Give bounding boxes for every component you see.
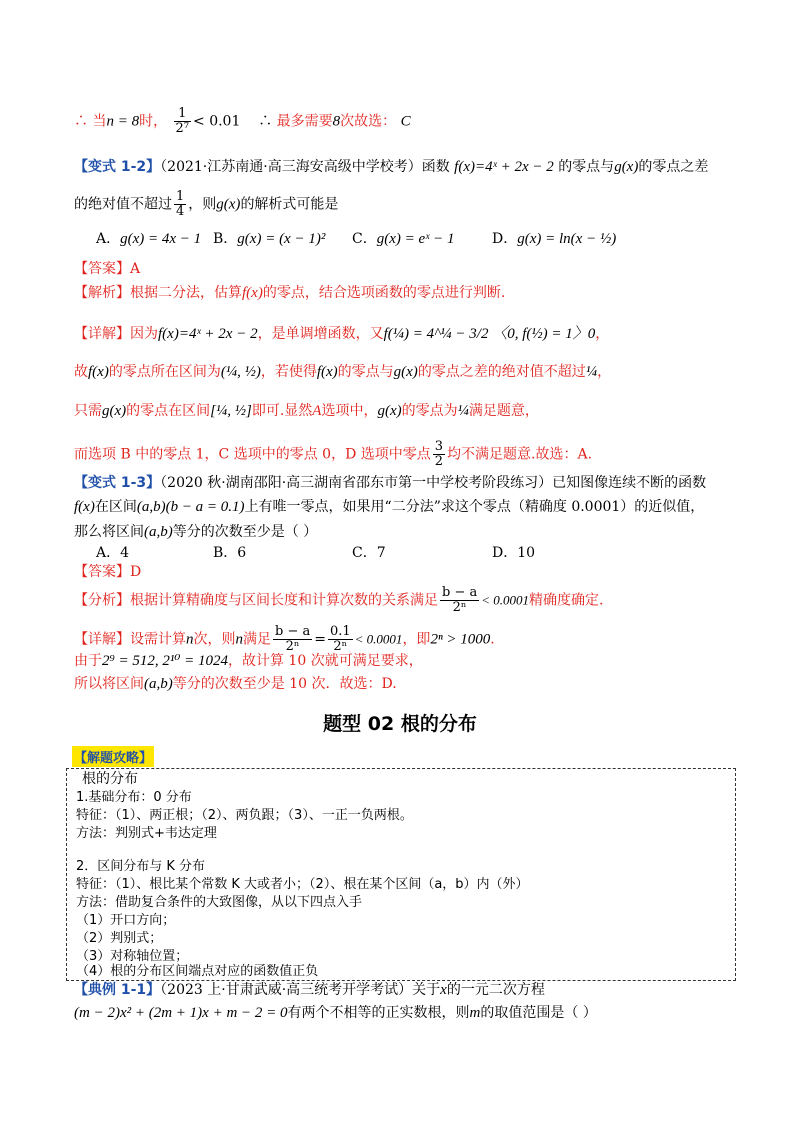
- frac-den: 4: [176, 204, 185, 219]
- option-a: A: [312, 403, 322, 419]
- gx: g(x): [102, 403, 127, 419]
- result: 2ⁿ > 1000: [430, 631, 491, 648]
- fx: f(x): [88, 364, 109, 380]
- count: 8: [332, 113, 341, 130]
- text: 的零点之差: [638, 159, 709, 175]
- frac-num: b − a: [275, 624, 311, 639]
- text: 时，: [139, 113, 168, 130]
- gx: g(x): [216, 196, 241, 213]
- gx: g(x): [377, 403, 402, 419]
- frac-num: 0.1: [329, 624, 351, 639]
- top-conclusion-line: [74, 107, 411, 136]
- section-title: 题型 02 根的分布: [323, 713, 477, 735]
- v12-option-d[interactable]: [492, 229, 616, 249]
- strategy-tag: 【解题攻略】: [72, 746, 154, 767]
- text: 上有唯一零点，如果用“二分法”求这个零点（精确度 0.0001）的近似值，: [244, 499, 705, 515]
- option-label: B．: [213, 231, 238, 247]
- var-m: m: [469, 1005, 481, 1021]
- box-line: 特征：（1）、两正根；（2）、两负跟；（3）、一正一负两根。: [76, 808, 413, 823]
- ex11-line2: [74, 1003, 597, 1023]
- box-line: （1）开口方向；: [76, 913, 176, 928]
- v13-option-d[interactable]: [492, 543, 535, 563]
- option-value: 10: [517, 545, 536, 561]
- option-value: 7: [376, 545, 386, 561]
- frac-num: 3: [434, 439, 444, 454]
- interval: (a,b): [144, 676, 173, 692]
- equals: =: [314, 631, 326, 648]
- text: 即可.显然: [251, 403, 313, 419]
- interval: [¼, ½]: [210, 403, 252, 419]
- v12-analysis: [74, 283, 505, 303]
- text: 选项中，: [321, 403, 378, 419]
- text: 的取值范围是（ ）: [480, 1005, 597, 1021]
- v12-line2: [74, 190, 338, 219]
- v13-analysis: [74, 586, 603, 615]
- text: 在区间: [94, 499, 137, 515]
- box-line: （2）判别式；: [76, 931, 163, 946]
- text: 有两个不相等的正实数根，则: [287, 1005, 470, 1021]
- text: .: [490, 631, 495, 648]
- option-label: C．: [352, 231, 377, 247]
- text: 次，则: [193, 631, 236, 648]
- text: 由于: [74, 653, 102, 669]
- text: 的零点与: [337, 364, 394, 380]
- text: 因为: [130, 326, 158, 342]
- variant-tag: 【变式 1-3】: [74, 475, 161, 491]
- answer-label: 【答案】: [74, 261, 130, 277]
- v12-detail-1: [74, 324, 609, 344]
- var-n: n: [235, 631, 243, 648]
- text: （2020 秋·湖南邵阳·高三湖南省邵东市第一中学校考阶段练习）已知图像连续不断的函数: [160, 475, 707, 491]
- text: ，: [597, 364, 612, 380]
- option-expr: g(x) = ln(x − ½): [517, 231, 617, 247]
- quarter: ¼: [457, 403, 469, 419]
- text: 的解析式可能是: [240, 196, 339, 213]
- quarter: ¼: [585, 364, 598, 380]
- v13-option-a[interactable]: [96, 543, 129, 563]
- frac-den: 2⁷: [175, 121, 190, 136]
- therefore-when: ∴ 当: [74, 113, 107, 130]
- inequality: < 0.0001: [481, 592, 530, 608]
- fx: f(x): [74, 499, 95, 515]
- box-line: 方法：判别式+韦达定理: [76, 826, 217, 841]
- interval: (a,b)(b − a = 0.1): [136, 499, 245, 515]
- text: 的零点为: [401, 403, 458, 419]
- frac-num: 1: [176, 189, 185, 204]
- option-label: A．: [96, 231, 121, 247]
- text: 的零点在区间: [126, 403, 211, 419]
- text: 根据二分法，估算: [130, 285, 242, 301]
- v13-detail-1: [74, 625, 495, 654]
- frac-num: 1: [174, 107, 191, 122]
- v12-detail-4: [74, 440, 592, 469]
- therefore-symbol: ∴: [258, 113, 273, 130]
- variant-tag: 【变式 1-2】: [74, 159, 161, 175]
- text: 的一元二次方程: [446, 982, 545, 998]
- interval: (a,b): [144, 524, 173, 540]
- box-line: 1.基础分布：0 分布: [76, 790, 192, 805]
- answer-value: D: [130, 564, 142, 580]
- text: 满足: [243, 631, 271, 648]
- v13-line1: [74, 473, 706, 493]
- v12-line1: [74, 157, 708, 177]
- text: 满足题意，: [468, 403, 539, 419]
- box-line: 方法：借助复合条件的大致图像，从以下四点入手: [76, 895, 363, 910]
- frac-den: 2ⁿ: [285, 639, 300, 654]
- detail-label: 【详解】: [74, 326, 130, 342]
- text: 故: [74, 364, 88, 380]
- interval: (¼, ½): [220, 364, 261, 380]
- text: ，若使得: [260, 364, 317, 380]
- v13-line2: [74, 497, 704, 517]
- text: 的零点，结合选项函数的零点进行判断.: [262, 285, 506, 301]
- text: 次故选：: [340, 113, 397, 130]
- frac-den: 2ⁿ: [333, 639, 348, 654]
- box-line: 2．区间分布与 K 分布: [76, 859, 206, 874]
- frac-den: 2: [434, 454, 444, 469]
- answer-value: A: [130, 261, 141, 277]
- text: 根据计算精确度与区间长度和计算次数的关系满足: [130, 592, 438, 609]
- text: 只需: [74, 403, 102, 419]
- box-heading: 根的分布: [82, 771, 138, 787]
- example-tag: 【典例 1-1】: [74, 982, 161, 998]
- text: 等分的次数至少是 10 次．故选：D.: [172, 676, 397, 692]
- text: 的绝对值不超过: [74, 196, 172, 213]
- var-x: x: [440, 982, 447, 998]
- v12-option-b[interactable]: [213, 229, 325, 249]
- v13-line3: [74, 522, 317, 542]
- option-expr: g(x) = 4x − 1: [120, 231, 202, 247]
- text: （2023 上·甘肃武威·高三统考开学考试）关于: [160, 982, 441, 998]
- box-line: 特征：（1）、根比某个常数 K 大或者小；（2）、根在某个区间（a，b）内（外）: [76, 877, 529, 892]
- fx: f(x): [242, 285, 263, 301]
- option-expr: g(x) = eˣ − 1: [376, 231, 455, 247]
- var-n: n: [186, 631, 194, 648]
- text: 的零点之差的绝对值不超过: [417, 364, 586, 380]
- option-value: 4: [120, 545, 130, 561]
- v12-detail-3: [74, 401, 539, 421]
- answer-label: 【答案】: [74, 564, 130, 580]
- text: 的零点所在区间为: [108, 364, 221, 380]
- analysis-label: 【分析】: [74, 592, 130, 609]
- v12-detail-2: [74, 362, 611, 382]
- v13-option-b[interactable]: [213, 543, 246, 563]
- text: 所以将区间: [74, 676, 144, 692]
- v13-detail-2: [74, 651, 423, 671]
- inequality: < 0.01: [193, 113, 241, 130]
- option-label: D．: [492, 231, 518, 247]
- text: ，则: [188, 196, 217, 213]
- expr: 2⁹ = 512, 2¹⁰ = 1024: [102, 653, 228, 669]
- option-label: B．: [213, 545, 238, 561]
- option-label: D．: [492, 545, 518, 561]
- ex11-line1: [74, 980, 545, 1000]
- gx: g(x): [614, 159, 639, 175]
- box-line: （4）根的分布区间端点对应的函数值正负: [76, 964, 319, 979]
- frac-den: 2ⁿ: [452, 600, 467, 615]
- text: ，故计算 10 次就可满足要求，: [227, 653, 423, 669]
- expr: f(¼) = 4^¼ − 3/2 〈0, f(½) = 1〉0: [383, 326, 596, 342]
- analysis-label: 【解析】: [74, 285, 130, 301]
- option-label: A．: [96, 545, 121, 561]
- frac-num: b − a: [442, 585, 478, 600]
- text: 那么将区间: [74, 524, 144, 540]
- detail-label: 【详解】: [74, 631, 130, 648]
- v12-option-a[interactable]: [96, 229, 201, 249]
- option-label: C．: [352, 545, 377, 561]
- condition-n: n = 8: [106, 113, 140, 130]
- text: 均不满足题意.故选：A.: [447, 446, 593, 463]
- text: （2021·江苏南通·高三海安高级中学校考）函数: [160, 159, 450, 175]
- text: 设需计算: [130, 631, 186, 648]
- text: 而选项 B 中的零点 1，C 选项中的零点 0，D 选项中零点: [74, 446, 431, 463]
- text: 的零点与: [558, 159, 615, 175]
- v12-answer: [74, 259, 140, 279]
- option-expr: g(x) = (x − 1)²: [237, 231, 326, 247]
- v12-option-c[interactable]: [352, 229, 455, 249]
- text: ，是单调增函数，又: [257, 326, 384, 342]
- option-value: 6: [237, 545, 247, 561]
- text: 最多需要: [276, 113, 333, 130]
- text: ，: [595, 326, 610, 342]
- text: 等分的次数至少是（ ）: [172, 524, 318, 540]
- text: ，即: [402, 631, 431, 648]
- answer: C: [400, 113, 411, 130]
- fx: f(x): [316, 364, 338, 380]
- box-line: （3）对称轴位置；: [76, 949, 189, 964]
- gx: g(x): [393, 364, 418, 380]
- function-definition: f(x)=4ˣ + 2x − 2: [454, 159, 554, 175]
- v13-detail-3: [74, 674, 397, 694]
- expr: f(x)=4ˣ + 2x − 2: [158, 326, 258, 342]
- text: 精确度确定.: [529, 592, 604, 609]
- equation: (m − 2)x² + (2m + 1)x + m − 2 = 0: [74, 1005, 288, 1021]
- v13-option-c[interactable]: [352, 543, 386, 563]
- v13-answer: [74, 562, 141, 582]
- inequality: < 0.0001: [354, 631, 403, 647]
